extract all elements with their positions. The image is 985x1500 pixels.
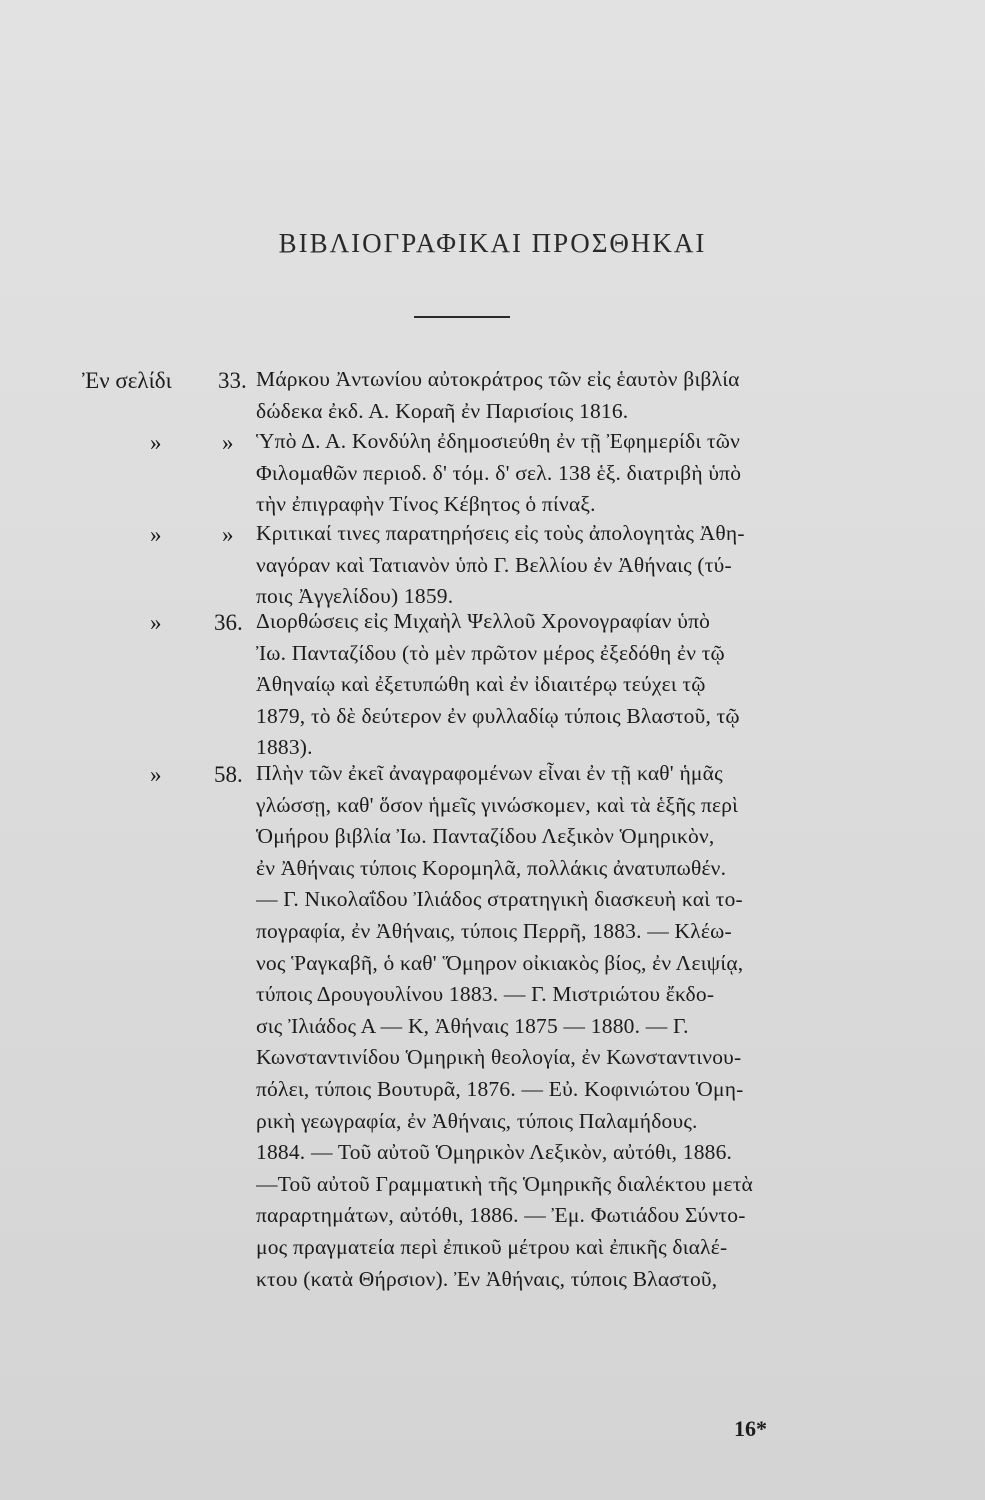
entry-number: 33. [218,368,247,393]
entry-text [256,364,812,427]
entry-line: 1883). [256,735,313,760]
entry-line: 1884. — Τοῦ αὐτοῦ Ὁμηρικὸν Λεξικὸν, αὐτόθι, 1886. [256,1140,733,1165]
entry-line: Ὑπὸ Δ. Α. Κονδύλη ἐδημοσιεύθη ἐν τῇ Ἐφημερίδι τῶν [256,429,740,453]
entry-text [256,758,812,1295]
entry-line: πογραφία, ἐν Ἀθήναις, τύποις Περρῆ, 1883. — Κλέω- [256,918,732,943]
entry-line: Κριτικαί τινες παρατηρήσεις εἰς τοὺς ἀπολογητὰς Ἀθη- [256,521,745,545]
entry-line: πόλει, τύποις Βουτυρᾶ, 1876. — Εὐ. Κοφινιώτου Ὁμη- [256,1076,744,1101]
page-title: ΒΙΒΛΙΟΓΡΑΦΙΚΑΙ ΠΡΟΣΘΗΚΑΙ [278,228,707,258]
entry-line: ναγόραν καὶ Τατιανὸν ὑπὸ Γ. Βελλίου ἐν Ἀθήναις (τύ- [256,552,732,577]
entry-number: 36. [214,610,243,635]
entry-line: 1879, τὸ δὲ δεύτερον ἐν φυλλαδίῳ τύποις Βλαστοῦ, τῷ [256,703,740,728]
entry-marker: » [150,522,162,547]
entry-line: γλώσσῃ, καθ' ὅσον ἡμεῖς γινώσκομεν, καὶ τὰ ἑξῆς περὶ [256,792,739,817]
entry-line: Κωνσταντινίδου Ὁμηρικὴ θεολογία, ἐν Κωνσταντινου- [256,1045,742,1070]
entry-number: 58. [214,762,243,787]
entry-text [256,426,812,521]
title-rule [414,316,510,318]
entry-line: σις Ἰλιάδος Α — Κ, Ἀθήναις 1875 — 1880. — Γ. [256,1013,689,1038]
entry-line: ρικὴ γεωγραφία, ἐν Ἀθήναις, τύποις Παλαμήδους. [256,1108,698,1133]
entry-line: Μάρκου Ἀντωνίου αὐτοκράτρος τῶν εἰς ἑαυτὸν βιβλία [256,367,740,391]
entry-line: Φιλομαθῶν περιοδ. δ' τόμ. δ' σελ. 138 ἑξ. διατριβὴ ὑπὸ [256,460,742,485]
entry-text [256,606,812,764]
entry-line: Ἀθηναίῳ καὶ ἐξετυπώθη καὶ ἐν ἰδιαιτέρῳ τεύχει τῷ [256,672,706,697]
entry-line: μος πραγματεία περὶ ἐπικοῦ μέτρου καὶ ἐπικῆς διαλέ- [256,1234,728,1259]
entry-line: κτου (κατὰ Θήρσιον). Ἐν Ἀθήναις, τύποις Βλαστοῦ, [256,1266,718,1291]
entry-marker: » [150,430,162,455]
entry-number: » [222,522,234,547]
entry-marker: Ἐν σελίδι [82,368,172,393]
entry-line: Πλὴν τῶν ἐκεῖ ἀναγραφομένων εἶναι ἐν τῇ καθ' ἡμᾶς [256,761,723,785]
entry-number: » [222,430,234,455]
entry-marker: » [150,762,162,787]
entry-line: τύποις Δρουγουλίνου 1883. — Γ. Μιστριώτου ἔκδο- [256,982,715,1007]
entry-line: Διορθώσεις εἰς Μιχαὴλ Ψελλοῦ Χρονογραφίαν ὑπὸ [256,609,711,633]
entry-line: ἐν Ἀθήναις τύποις Κορομηλᾶ, πολλάκις ἀνατυπωθέν. [256,855,727,880]
entry-line: — Γ. Νικολαΐδου Ἰλιάδος στρατηγικὴ διασκευὴ καὶ το- [256,887,743,912]
entry-line: τὴν ἐπιγραφὴν Τίνος Κέβητος ὁ πίναξ. [256,492,596,517]
page-folio: 16* [734,1416,767,1441]
entry-line: —Τοῦ αὐτοῦ Γραμματικὴ τῆς Ὁμηρικῆς διαλέκτου μετὰ [256,1171,754,1196]
entry-line: δώδεκα ἐκδ. Α. Κοραῆ ἐν Παρισίοις 1816. [256,398,629,423]
entry-line: Ἰω. Πανταζίδου (τὸ μὲν πρῶτον μέρος ἐξεδόθη ἐν τῷ [256,640,725,665]
entry-line: νος Ῥαγκαβῆ, ὁ καθ' Ὅμηρον οἰκιακὸς βίος, ἐν Λειψίᾳ, [256,950,744,975]
entry-line: ποις Ἀγγελίδου) 1859. [256,584,454,609]
entry-text [256,518,812,613]
entry-line: παραρτημάτων, αὐτόθι, 1886. — Ἐμ. Φωτιάδου Σύντο- [256,1203,746,1228]
entry-marker: » [150,610,162,635]
entry-line: Ὁμήρου βιβλία Ἰω. Πανταζίδου Λεξικὸν Ὁμηρικὸν, [256,824,715,849]
